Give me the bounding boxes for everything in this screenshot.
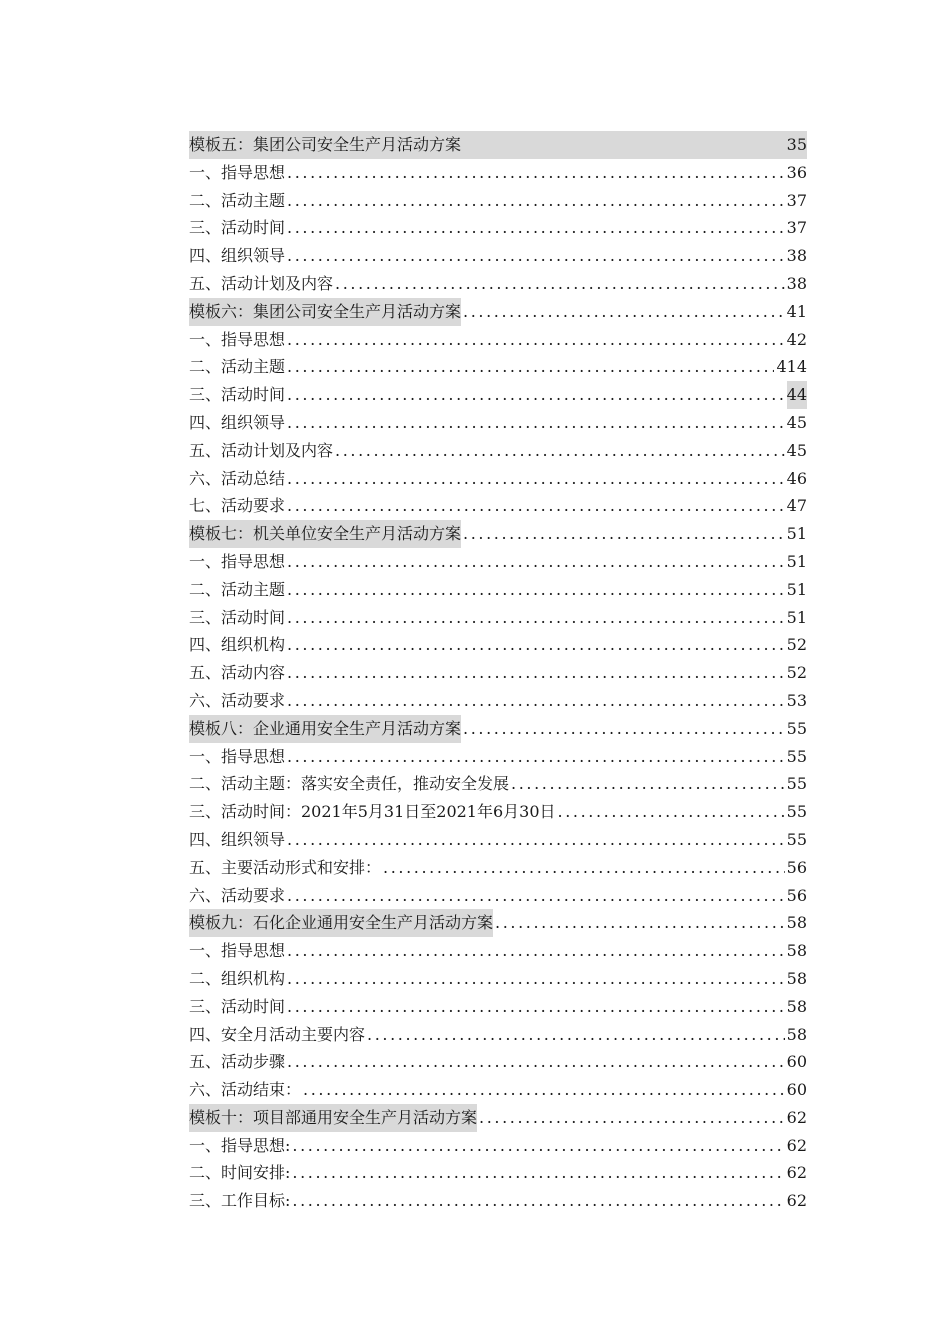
toc-entry[interactable] <box>189 770 807 798</box>
toc-entry-title: 四、组织领导 <box>189 829 286 849</box>
toc-entry-title: 五、活动内容 <box>189 663 286 683</box>
toc-dot-leader <box>287 187 785 215</box>
toc-entry-title: 模板八：企业通用安全生产月活动方案 <box>189 715 461 743</box>
toc-page-number: 36 <box>786 162 807 182</box>
toc-page-number: 37 <box>786 190 807 210</box>
toc-section-heading[interactable] <box>189 520 807 548</box>
toc-entry[interactable] <box>189 1048 807 1076</box>
toc-dot-leader <box>558 798 785 826</box>
toc-dot-leader <box>287 381 785 409</box>
toc-dot-leader <box>287 631 785 659</box>
toc-entry-title: 二、活动主题 <box>189 579 286 599</box>
toc-page-number: 56 <box>786 857 807 877</box>
toc-page-number: 58 <box>786 1024 807 1044</box>
toc-entry-title: 二、活动主题 <box>189 190 286 210</box>
toc-entry[interactable] <box>189 1076 807 1104</box>
toc-entry-title: 五、活动步骤 <box>189 1052 286 1072</box>
toc-dot-leader <box>287 826 785 854</box>
toc-dot-leader <box>383 854 785 882</box>
toc-entry[interactable] <box>189 1159 807 1187</box>
toc-entry[interactable] <box>189 214 807 242</box>
toc-page-number: 45 <box>786 412 807 432</box>
toc-page-number: 56 <box>786 885 807 905</box>
toc-dot-leader <box>287 409 785 437</box>
toc-dot-leader <box>511 770 785 798</box>
toc-dot-leader <box>335 270 785 298</box>
toc-entry[interactable] <box>189 326 807 354</box>
toc-page-number: 62 <box>786 1135 807 1155</box>
toc-entry-title: 三、活动时间 <box>189 607 286 627</box>
toc-entry-title: 二、活动主题：落实安全责任，推动安全发展 <box>189 774 510 794</box>
toc-entry[interactable] <box>189 854 807 882</box>
toc-entry-title: 模板七：机关单位安全生产月活动方案 <box>189 520 461 548</box>
toc-dot-leader <box>367 1021 785 1049</box>
toc-dot-leader <box>287 353 774 381</box>
toc-entry-title: 六、活动总结 <box>189 468 286 488</box>
toc-entry-title: 一、指导思想 <box>189 551 286 571</box>
toc-entry-title: 三、活动时间 <box>189 996 286 1016</box>
toc-entry-title: 六、活动要求 <box>189 885 286 905</box>
toc-entry[interactable] <box>189 937 807 965</box>
toc-section-heading[interactable] <box>189 298 807 326</box>
toc-entry-title: 三、活动时间 <box>189 385 286 405</box>
toc-section-heading[interactable] <box>189 1104 807 1132</box>
toc-entry-title: 二、组织机构 <box>189 968 286 988</box>
toc-entry[interactable] <box>189 687 807 715</box>
toc-entry-title: 四、组织领导 <box>189 412 286 432</box>
toc-entry[interactable] <box>189 965 807 993</box>
toc-dot-leader <box>287 576 785 604</box>
toc-dot-leader <box>287 465 785 493</box>
toc-dot-leader <box>495 909 785 937</box>
toc-dot-leader <box>479 1104 785 1132</box>
toc-section-heading[interactable] <box>189 131 807 159</box>
toc-page-number: 47 <box>786 496 807 516</box>
toc-entry[interactable] <box>189 492 807 520</box>
toc-page-number: 55 <box>786 802 807 822</box>
toc-entry[interactable] <box>189 437 807 465</box>
toc-page-number: 42 <box>786 329 807 349</box>
toc-dot-leader <box>292 1159 784 1187</box>
toc-dot-leader <box>463 520 785 548</box>
toc-entry-title: 六、活动要求 <box>189 690 286 710</box>
toc-entry-title: 五、活动计划及内容 <box>189 440 334 460</box>
toc-page-number: 60 <box>786 1080 807 1100</box>
toc-page-number: 60 <box>786 1052 807 1072</box>
toc-entry[interactable] <box>189 465 807 493</box>
toc-entry[interactable] <box>189 604 807 632</box>
toc-entry-title: 七、活动要求 <box>189 496 286 516</box>
toc-entry-title: 模板五：集团公司安全生产月活动方案 <box>189 131 461 159</box>
toc-entry[interactable] <box>189 1187 807 1215</box>
toc-page-number: 55 <box>786 746 807 766</box>
toc-entry[interactable] <box>189 270 807 298</box>
toc-dot-leader <box>287 882 785 910</box>
toc-entry-title: 模板九：石化企业通用安全生产月活动方案 <box>189 909 493 937</box>
toc-entry-title: 五、主要活动形式和安排： <box>189 857 382 877</box>
toc-page-number: 38 <box>786 246 807 266</box>
toc-page-number: 58 <box>786 913 807 933</box>
toc-entry[interactable] <box>189 993 807 1021</box>
toc-entry[interactable] <box>189 576 807 604</box>
toc-page-number: 51 <box>786 524 807 544</box>
toc-entry[interactable] <box>189 826 807 854</box>
toc-page-number: 62 <box>786 1191 807 1211</box>
toc-page-number: 45 <box>786 440 807 460</box>
toc-entry-title: 三、活动时间：2021年5月31日至2021年6月30日 <box>189 802 556 822</box>
toc-entry[interactable] <box>189 548 807 576</box>
toc-page-number: 62 <box>786 1163 807 1183</box>
toc-page-number: 55 <box>786 718 807 738</box>
toc-page-number: 35 <box>786 135 807 154</box>
toc-section-heading[interactable] <box>189 909 807 937</box>
toc-entry[interactable] <box>189 659 807 687</box>
toc-page-number: 51 <box>786 607 807 627</box>
toc-page-number: 51 <box>786 579 807 599</box>
toc-entry[interactable] <box>189 409 807 437</box>
toc-entry[interactable] <box>189 1132 807 1160</box>
toc-dot-leader <box>292 1187 784 1215</box>
toc-page-number: 37 <box>786 218 807 238</box>
toc-dot-leader <box>287 659 785 687</box>
toc-entry-title: 模板十：项目部通用安全生产月活动方案 <box>189 1104 477 1132</box>
toc-dot-leader <box>303 1076 785 1104</box>
toc-entry[interactable] <box>189 242 807 270</box>
toc-entry[interactable] <box>189 631 807 659</box>
toc-page-number: 58 <box>786 996 807 1016</box>
toc-dot-leader <box>287 687 785 715</box>
toc-page-number: 44 <box>787 381 807 409</box>
toc-entry[interactable] <box>189 187 807 215</box>
toc-dot-leader <box>287 965 785 993</box>
toc-dot-leader <box>292 1132 784 1160</box>
toc-entry[interactable] <box>189 882 807 910</box>
toc-entry[interactable] <box>189 159 807 187</box>
toc-page-number: 55 <box>786 829 807 849</box>
toc-page-number: 41 <box>786 301 807 321</box>
toc-entry-title: 四、组织领导 <box>189 246 286 266</box>
toc-dot-leader <box>463 715 785 743</box>
toc-page-number: 58 <box>786 941 807 961</box>
toc-dot-leader <box>287 993 785 1021</box>
toc-dot-leader <box>287 1048 785 1076</box>
toc-entry-title: 一、指导思想 <box>189 162 286 182</box>
toc-dot-leader <box>287 326 785 354</box>
toc-page-number: 51 <box>786 551 807 571</box>
toc-entry-title: 一、指导思想 <box>189 941 286 961</box>
toc-page-number: 38 <box>786 273 807 293</box>
toc-entry-title: 一、指导思想 <box>189 746 286 766</box>
toc-entry-title: 五、活动计划及内容 <box>189 273 334 293</box>
toc-entry-title: 四、组织机构 <box>189 635 286 655</box>
toc-entry-title: 三、工作目标: <box>189 1191 291 1211</box>
toc-page-number: 62 <box>786 1107 807 1127</box>
toc-entry-title: 一、指导思想: <box>189 1135 291 1155</box>
toc-entry[interactable] <box>189 381 807 409</box>
toc-dot-leader <box>287 604 785 632</box>
toc-page-number: 52 <box>786 635 807 655</box>
toc-entry[interactable] <box>189 743 807 771</box>
toc-page-number: 55 <box>786 774 807 794</box>
toc-page-number: 46 <box>786 468 807 488</box>
toc-entry-title: 六、活动结束： <box>189 1080 302 1100</box>
toc-entry-title: 一、指导思想 <box>189 329 286 349</box>
toc-entry[interactable] <box>189 798 807 826</box>
toc-dot-leader <box>287 492 785 520</box>
toc-entry-title: 三、活动时间 <box>189 218 286 238</box>
toc-page-number: 58 <box>786 968 807 988</box>
toc-entry-title: 二、时间安排: <box>189 1163 291 1183</box>
toc-page-number: 414 <box>776 357 807 377</box>
toc-entry[interactable] <box>189 1021 807 1049</box>
toc-dot-leader <box>287 937 785 965</box>
toc-dot-leader <box>287 159 785 187</box>
toc-dot-leader <box>463 298 785 326</box>
toc-entry-title: 模板六：集团公司安全生产月活动方案 <box>189 298 461 326</box>
table-of-contents <box>189 131 807 1215</box>
toc-entry[interactable] <box>189 353 807 381</box>
toc-page-number: 53 <box>786 690 807 710</box>
toc-dot-leader <box>335 437 785 465</box>
toc-dot-leader <box>287 242 785 270</box>
toc-dot-leader <box>287 214 785 242</box>
toc-dot-leader <box>287 548 785 576</box>
toc-section-heading[interactable] <box>189 715 807 743</box>
toc-entry-title: 二、活动主题 <box>189 357 286 377</box>
toc-page-number: 52 <box>786 663 807 683</box>
toc-dot-leader <box>287 743 785 771</box>
toc-entry-title: 四、安全月活动主要内容 <box>189 1024 366 1044</box>
